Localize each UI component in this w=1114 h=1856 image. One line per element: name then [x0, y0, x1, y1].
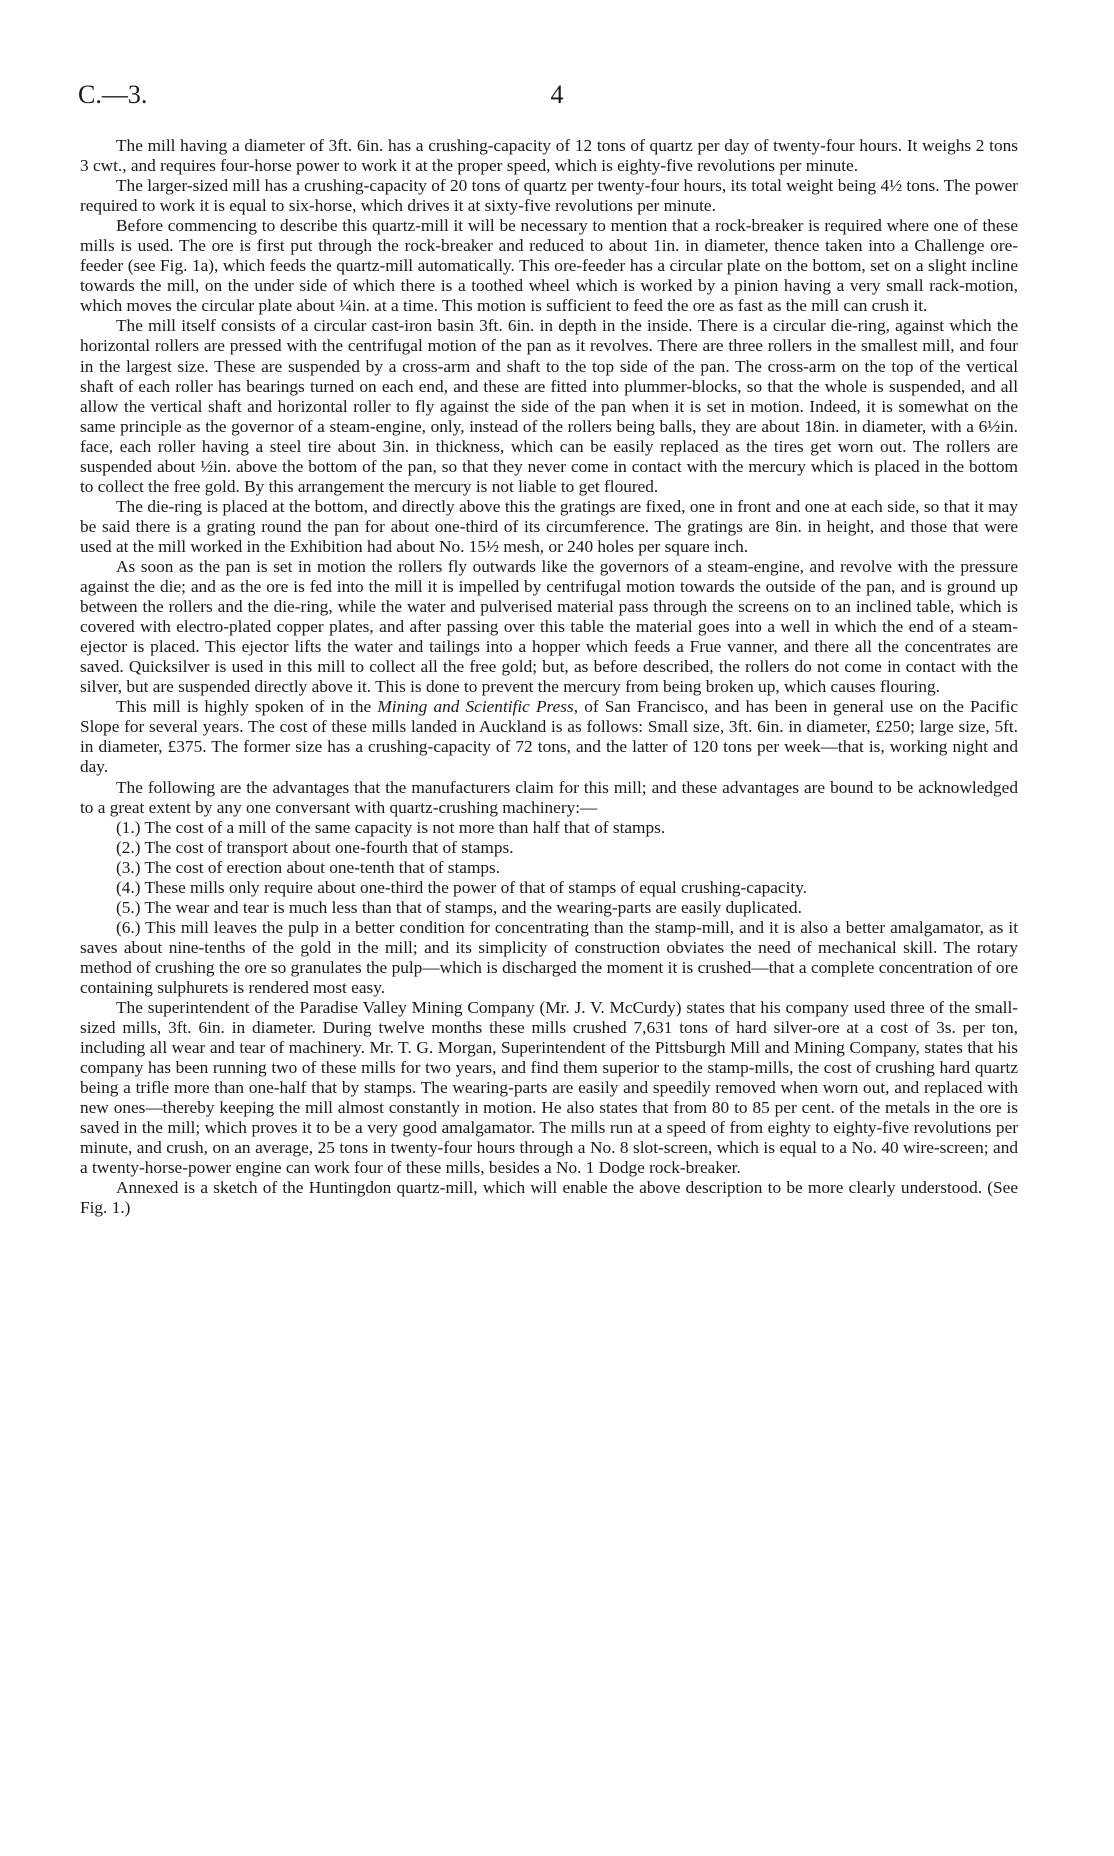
advantage-item-6: (6.) This mill leaves the pulp in a better condition for concentrating than the stamp-mill, and it is also a better amalgamator, as it saves about nine-tenths of the gold in the mill; and its simplicity of construction obviates the need of mechanical skill. The rotary method of crushing the ore so granulates the pulp—which is discharged the moment it is crushed—that a complete concentration of ore containing sulphurets is rendered most easy. — [80, 917, 1018, 997]
paragraph-larger-mill: The larger-sized mill has a crushing-capacity of 20 tons of quartz per twenty-four hours, its total weight being 4½ tons. The power required to work it is equal to six-horse, which drives it at sixty-five revolutions per minute. — [80, 176, 1018, 216]
paragraph-advantages-intro: The following are the advantages that the manufacturers claim for this mill; and these advantages are bound to be acknowledged to a great extent by any one conversant with quartz-crushing machinery:— — [80, 777, 1018, 817]
paragraph-mill-construction: The mill itself consists of a circular cast-iron basin 3ft. 6in. in depth in the inside. There is a circular die-ring, against which the horizontal rollers are pressed with the centrifugal motion of the pan as it revolves. There are three rollers in the smallest mill, and four in the largest size. These are suspended by a cross-arm and shaft to the top side of the pan. The cross-arm on the top of the vertical shaft of each roller has bearings turned on each end, and these are fitted into plummer-blocks, so that the whole is suspended, and all allow the vertical shaft and horizontal roller to fly against the side of the pan when it is set in motion. Indeed, it is somewhat on the same principle as the governor of a steam-engine, only, instead of the rollers being balls, they are about 18in. in diameter, with a 6½in. face, each roller having a steel tire about 3in. in thickness, which can be easily replaced as the tires get worn out. The rollers are suspended about ½in. above the bottom of the pan, so that they never come in contact with the mercury which is placed in the bottom to collect the free gold. By this arrangement the mercury is not liable to get floured. — [80, 316, 1018, 496]
page-number: 4 — [550, 80, 564, 109]
press-text-after: , of San Francisco, and has been in general use on the Pacific Slope for several years. The cost of these mills landed in Auckland is as follows: Small size, 3ft. 6in. in diameter, £250; large size, 5ft. in diameter, £375. The former size has a crushing-capacity of 72 tons, and the latter of 120 tons per week—that is, working night and day. — [80, 697, 1018, 777]
press-title: Mining and Scientific Press — [377, 697, 574, 717]
body-text — [80, 136, 1018, 1219]
advantage-item-1: (1.) The cost of a mill of the same capacity is not more than half that of stamps. — [116, 817, 666, 837]
advantage-item-5: (5.) The wear and tear is much less than that of stamps, and the wearing-parts are easily duplicated. — [116, 897, 802, 917]
press-text-before: This mill is highly spoken of in the — [116, 697, 378, 717]
paragraph-press-and-cost — [80, 697, 1018, 777]
paragraph-mill-capacity: The mill having a diameter of 3ft. 6in. has a crushing-capacity of 12 tons of quartz per day of twenty-four hours. It weighs 2 tons 3 cwt., and requires four-horse power to work it at the proper speed, which is eighty-five revolutions per minute. — [80, 136, 1018, 176]
advantage-item-3: (3.) The cost of erection about one-tenth that of stamps. — [116, 857, 501, 877]
paragraph-die-ring: The die-ring is placed at the bottom, and directly above this the gratings are fixed, one in front and one at each side, so that it may be said there is a grating round the pan for about one-third of its circumference. The gratings are 8in. in height, and those that were used at the mill worked in the Exhibition had about No. 15½ mesh, or 240 holes per square inch. — [80, 496, 1018, 556]
advantage-item-4: (4.) These mills only require about one-third the power of that of stamps of equal crushing-capacity. — [116, 877, 808, 897]
paragraph-testimonials: The superintendent of the Paradise Valley Mining Company (Mr. J. V. McCurdy) states that his company used three of the small-sized mills, 3ft. 6in. in diameter. During twelve months these mills crushed 7,631 tons of hard silver-ore at a cost of 3s. per ton, including all wear and tear of machinery. Mr. T. G. Morgan, Superintendent of the Pittsburgh Mill and Mining Company, states that his company has been running two of these mills for two years, and find them superior to the stamp-mills, the cost of crushing hard quartz being a trifle more than one-half that by stamps. The wearing-parts are easily and speedily removed when worn out, and replaced with new ones—thereby keeping the mill almost constantly in motion. He also states that from 80 to 85 per cent. of the metals in the ore is saved in the mill; which proves it to be a very good amalgamator. The mills run at a speed of from eighty to eighty-five revolutions per minute, and crush, on an average, 25 tons in twenty-four hours through a No. 8 slot-screen, which is equal to a No. 40 wire-screen; and a twenty-horse-power engine can work four of these mills, besides a No. 1 Dodge rock-breaker. — [80, 998, 1018, 1178]
paragraph-rock-breaker: Before commencing to describe this quartz-mill it will be necessary to mention that a rock-breaker is required where one of these mills is used. The ore is first put through the rock-breaker and reduced to about 1in. in diameter, thence taken into a Challenge ore-feeder (see Fig. 1a), which feeds the quartz-mill automatically. This ore-feeder has a circular plate on the bottom, set on a slight incline towards the mill, on the under side of which there is a toothed wheel which is worked by a pinion having a very small rack-motion, which moves the circular plate about ¼in. at a time. This motion is sufficient to feed the ore as fast as the mill can crush it. — [80, 216, 1018, 316]
paragraph-operation: As soon as the pan is set in motion the rollers fly outwards like the governors of a steam-engine, and revolve with the pressure against the die; and as the ore is fed into the mill it is impelled by centrifugal motion towards the outside of the pan, and is ground up between the rollers and the die-ring, while the water and pulverised material pass through the screens on to an inclined table, which is covered with electro-plated copper plates, and after passing over this table the material goes into a well in which the end of a steam-ejector is placed. This ejector lifts the water and tailings into a hopper which feeds a Frue vanner, and there all the concentrates are saved. Quicksilver is used in this mill to collect all the free gold; but, as before described, the rollers do not come in contact with the silver, but are suspended directly above it. This is done to prevent the mercury from being broken up, which causes flouring. — [80, 556, 1018, 697]
paragraph-annexed-sketch: Annexed is a sketch of the Huntingdon quartz-mill, which will enable the above description to be more clearly understood. (See Fig. 1.) — [80, 1178, 1018, 1218]
advantage-item-2: (2.) The cost of transport about one-fourth that of stamps. — [116, 837, 514, 857]
section-reference: C.—3. — [78, 80, 148, 109]
page-header — [78, 80, 1036, 112]
